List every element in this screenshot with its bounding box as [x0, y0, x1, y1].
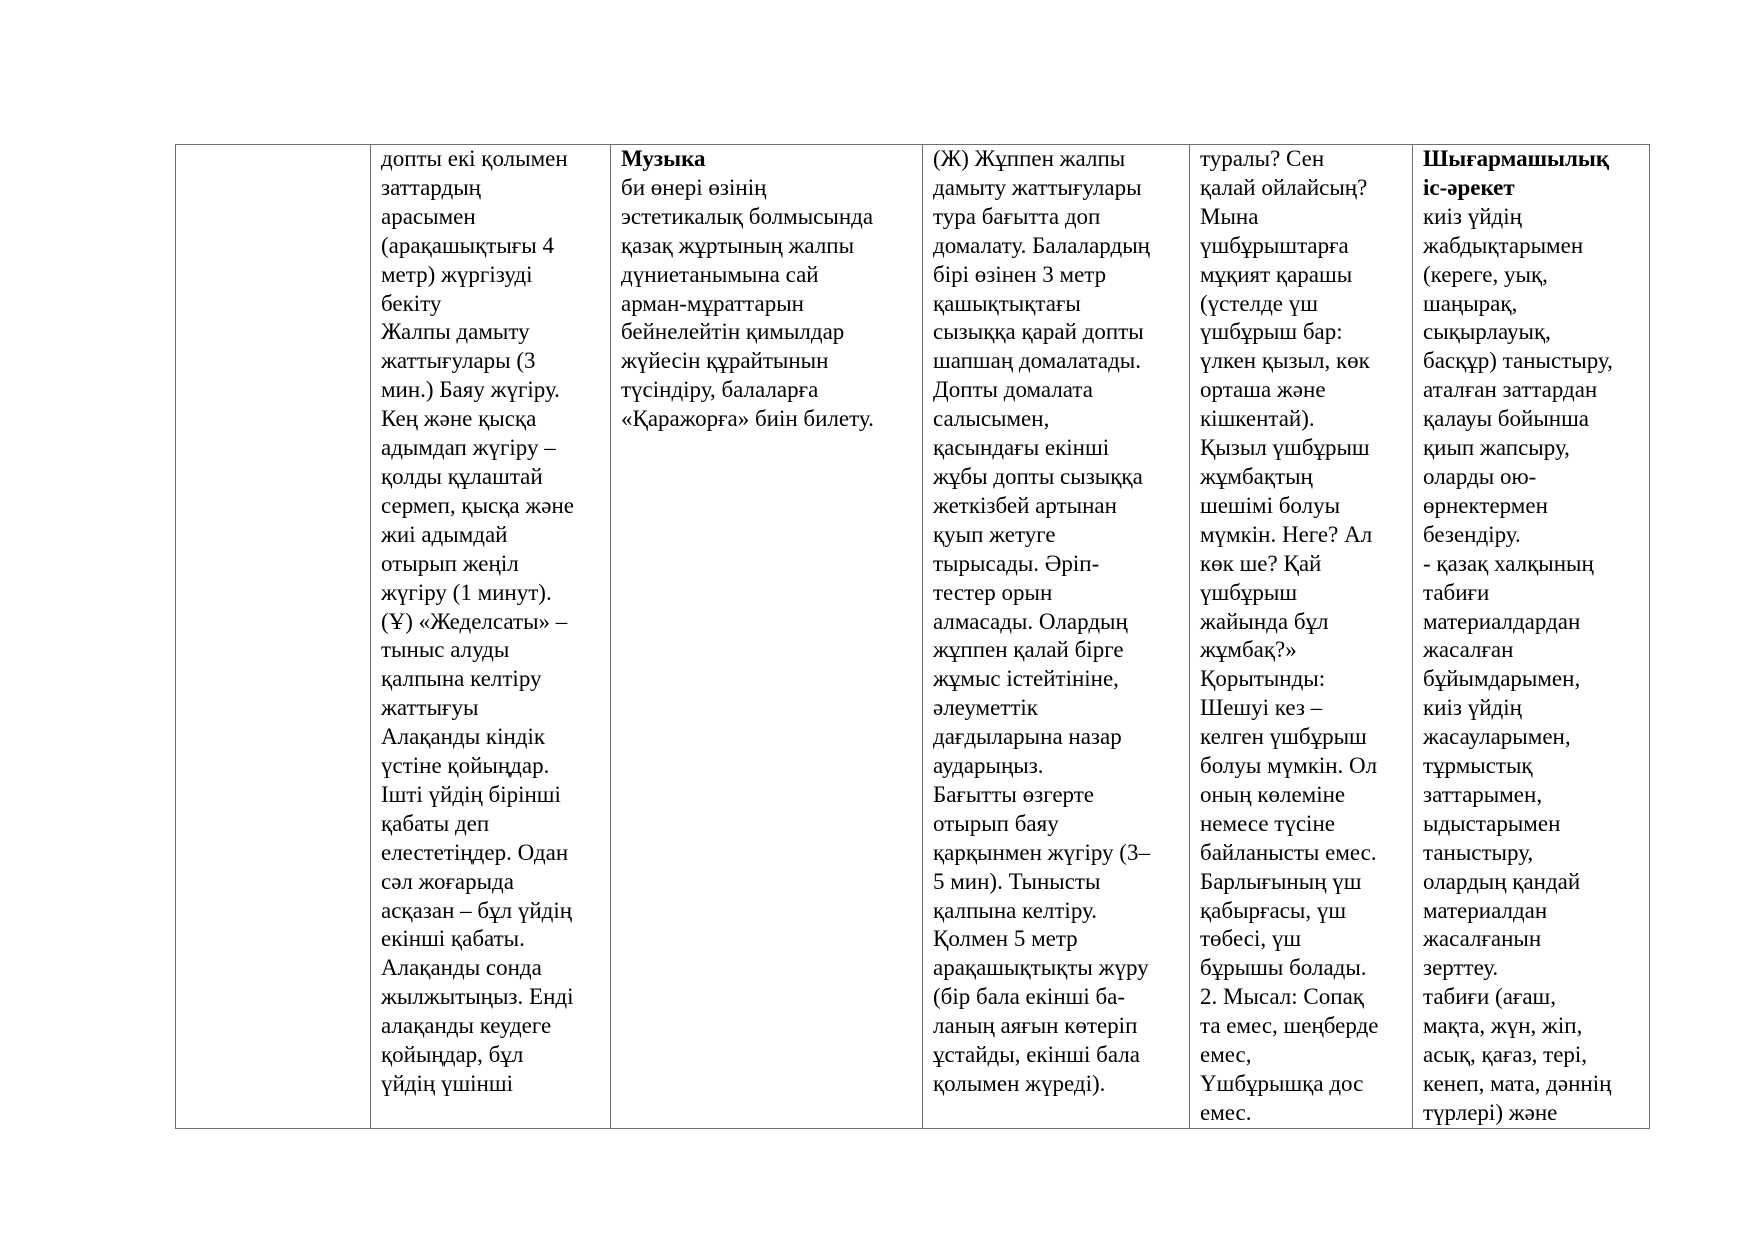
table-cell-exercises [371, 145, 611, 1129]
cell-text: допты екі қолымен заттардың арасымен (арақашықтығы 4 метр) жүргізуді бекіту Жалпы дамыту жаттығулары (3 мин.) Баяу жүгіру. Кең және қысқа адымдап жүгіру – қолды құлаштай сермеп, қысқа және жиі адымдай отырып жеңіл жүгіру (1 минут). (Ұ) «Жеделсаты» – тыныс алуды қалпына келтіру жаттығуы Алақанды кіндік үстіне қойыңдар. Ішті үйдің бірінші қабаты деп елестетіңдер. Одан сәл жоғарыда асқазан – бұл үйдің екінші қабаты. Алақанды сонда жылжытыңыз. Енді алақанды кеудеге қойыңдар, бұл үйдің үшінші [381, 146, 575, 1096]
table-cell-empty [176, 145, 371, 1129]
lesson-plan-table [175, 144, 1650, 1129]
cell-title-music: Музыка [621, 146, 706, 171]
cell-text: (Ж) Жұппен жалпы дамыту жаттығулары тура бағытта доп домалату. Балалардың бірі өзінен 3 метр қашықтықтағы сызыққа қарай допты шапшаң домалатады. Допты домалата салысымен, қасындағы екінші жұбы допты сызыққа жеткізбей артынан қуып жетуге тырысады. Әріп- тестер орын алмасады. Олардың жұппен қалай бірге жұмыс істейтініне, әлеуметтік дағдыларына назар аударыңыз. Бағытты өзгерте отырып баяу қарқынмен жүгіру (3– 5 мин). Тынысты қалпына келтіру. Қолмен 5 метр арақашықтықты жүру (бір бала екінші ба- ланың аяғын көтеріп ұстайды, екінші бала қолымен жүреді). [933, 146, 1150, 1096]
table-cell-music [611, 145, 923, 1129]
table-cell-triangles [1190, 145, 1413, 1129]
table-row [176, 145, 1650, 1129]
table-cell-pair-exercises [923, 145, 1190, 1129]
table-cell-creative-activity [1413, 145, 1650, 1129]
cell-text: киіз үйдің жабдықтарымен (кереге, уық, шаңырақ, сықырлауық, басқұр) таныстыру, аталған заттардан қалауы бойынша қиып жапсыру, оларды ою- өрнектермен безендіру. - қазақ халқының табиғи материалдардан жасалған бұйымдарымен, киіз үйдің жасауларымен, тұрмыстық заттарымен, ыдыстарымен таныстыру, олардың қандай материалдан жасалғанын зерттеу. табиғи (ағаш, мақта, жүн, жіп, асық, қағаз, тері, кенеп, мата, дәннің түрлері) және [1423, 203, 1613, 1125]
cell-text: туралы? Сен қалай ойлайсың? Мына үшбұрыштарға мұқият қарашы (үстелде үш үшбұрыш бар: үлкен қызыл, көк орташа және кішкентай). Қызыл үшбұрыш жұмбақтың шешімі болуы мүмкін. Неге? Ал көк ше? Қай үшбұрыш жайында бұл жұмбақ?» Қорытынды: Шешуі кез – келген үшбұрыш болуы мүмкін. Ол оның көлеміне немесе түсіне байланысты емес. Барлығының үш қабырғасы, үш төбесі, үш бұрышы болады. 2. Мысал: Сопақ та емес, шеңберде емес, Үшбұрышқа дос емес. [1200, 146, 1379, 1125]
cell-title-creative: Шығармашылық іс-әрекет [1423, 146, 1610, 200]
cell-text: би өнері өзінің эстетикалық болмысында қазақ жұртының жалпы дүниетанымына сай арман-мұраттарын бейнелейтін қимылдар жүйесін құрайтынын түсіндіру, балаларға «Қаражорға» биін билету. [621, 174, 874, 432]
